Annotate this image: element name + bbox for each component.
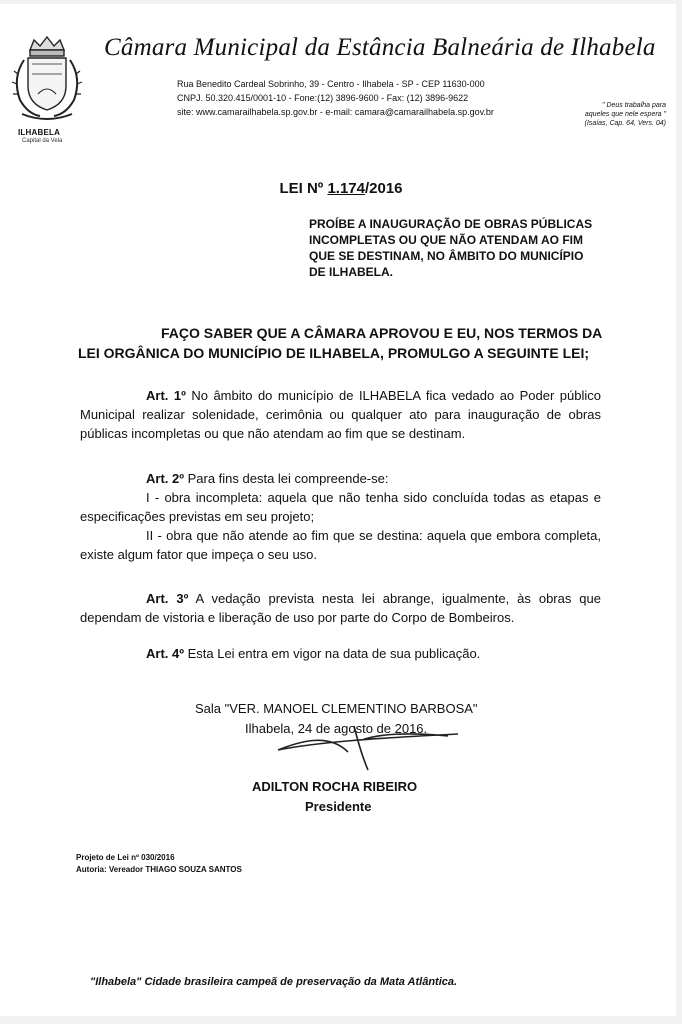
article-text: No âmbito do município de ILHABELA fica vedado ao Poder público xyxy=(185,388,602,403)
signer-name: ADILTON ROCHA RIBEIRO xyxy=(252,779,418,794)
article-text: existe algum fator que impeça o seu uso. xyxy=(80,547,318,562)
article-4 xyxy=(80,644,601,663)
article-label: Art. 2º xyxy=(146,471,184,486)
article-text: especificações previstas em seu projeto; xyxy=(80,509,315,524)
article-text: A vedação prevista nesta lei abrange, igualmente, às obras que xyxy=(188,591,601,606)
coat-of-arms-icon xyxy=(8,34,86,122)
enactment-line: FAÇO SABER QUE A CÂMARA APROVOU E EU, NOS TERMOS DA xyxy=(161,325,603,341)
contacts-line: CNPJ. 50.320.415/0001-10 - Fone:(12) 3896-9600 - Fax: (12) 3896-9622 xyxy=(177,93,469,103)
verse-line: (Isaías, Cap. 64, Vers. 04) xyxy=(584,120,666,127)
summary-line: INCOMPLETAS OU QUE NÃO ATENDAM AO FIM xyxy=(309,233,583,247)
article-text: dependam de vistoria e liberação de uso por parte do Corpo de Bombeiros. xyxy=(80,610,515,625)
city-subtitle: Capital da Vela xyxy=(22,138,63,144)
city-name: ILHABELA xyxy=(18,128,61,137)
signature-scribble xyxy=(258,712,468,772)
article-text: Municipal realizar solenidade, cerimônia ou qualquer ato para inauguração de obras xyxy=(80,407,601,422)
article-label: Art. 4º xyxy=(146,646,184,661)
signer-title: Presidente xyxy=(305,799,372,814)
bible-verse xyxy=(548,101,666,128)
session-room: Sala "VER. MANOEL CLEMENTINO BARBOSA" xyxy=(195,701,478,716)
article-text: Para fins desta lei compreende-se: xyxy=(183,471,389,486)
document-page xyxy=(0,4,676,1016)
bill-info xyxy=(76,852,242,876)
verse-line: " Deus trabalha para xyxy=(602,102,666,109)
law-summary xyxy=(309,216,629,280)
article-1 xyxy=(80,386,601,443)
signing-date: Ilhabela, 24 de agosto de 2016. xyxy=(245,721,428,736)
article-text: Esta Lei entra em vigor na data de sua publicação. xyxy=(183,646,481,661)
address-line: Rua Benedito Cardeal Sobrinho, 39 - Centro - Ilhabela - SP - CEP 11630-000 xyxy=(177,79,485,89)
chamber-name: Câmara Municipal da Estância Balneária de Ilhabela xyxy=(104,34,656,61)
bill-number: Projeto de Lei nº 030/2016 xyxy=(76,853,175,862)
footer-slogan xyxy=(90,976,457,988)
web-line: site: www.camarailhabela.sp.gov.br - e-mail: camara@camarailhabela.sp.gov.br xyxy=(177,107,494,117)
bill-author: Autoria: Vereador THIAGO SOUZA SANTOS xyxy=(76,865,242,874)
article-text: públicas incompletas ou que não atendam ao fim que se destinam. xyxy=(80,426,466,441)
law-number: 1.174 xyxy=(327,180,365,197)
article-text: I - obra incompleta: aquela que não tenha sido concluída todas as etapas e xyxy=(146,490,601,505)
article-3 xyxy=(80,589,601,627)
article-label: Art. 1º xyxy=(146,388,186,403)
article-2 xyxy=(80,469,601,564)
verse-line: aqueles que nele espera " xyxy=(584,111,666,118)
article-text: II - obra que não atende ao fim que se destina: aquela que embora completa, xyxy=(146,528,601,543)
summary-line: QUE SE DESTINAM, NO ÂMBITO DO MUNICÍPIO xyxy=(309,249,584,263)
footer-text: Cidade brasileira campeã de preservação da Mata Atlântica. xyxy=(141,976,458,988)
enactment-line: LEI ORGÂNICA DO MUNICÍPIO DE ILHABELA, PROMULGO A SEGUINTE LEI; xyxy=(78,345,590,361)
law-prefix: LEI Nº xyxy=(279,180,328,197)
footer-quoted: "Ilhabela" xyxy=(90,976,142,988)
law-year: /2016 xyxy=(364,180,403,197)
summary-line: DE ILHABELA. xyxy=(309,265,393,279)
summary-line: PROÍBE A INAUGURAÇÃO DE OBRAS PÚBLICAS xyxy=(309,217,593,231)
law-title xyxy=(0,180,682,197)
article-label: Art. 3º xyxy=(146,591,189,606)
